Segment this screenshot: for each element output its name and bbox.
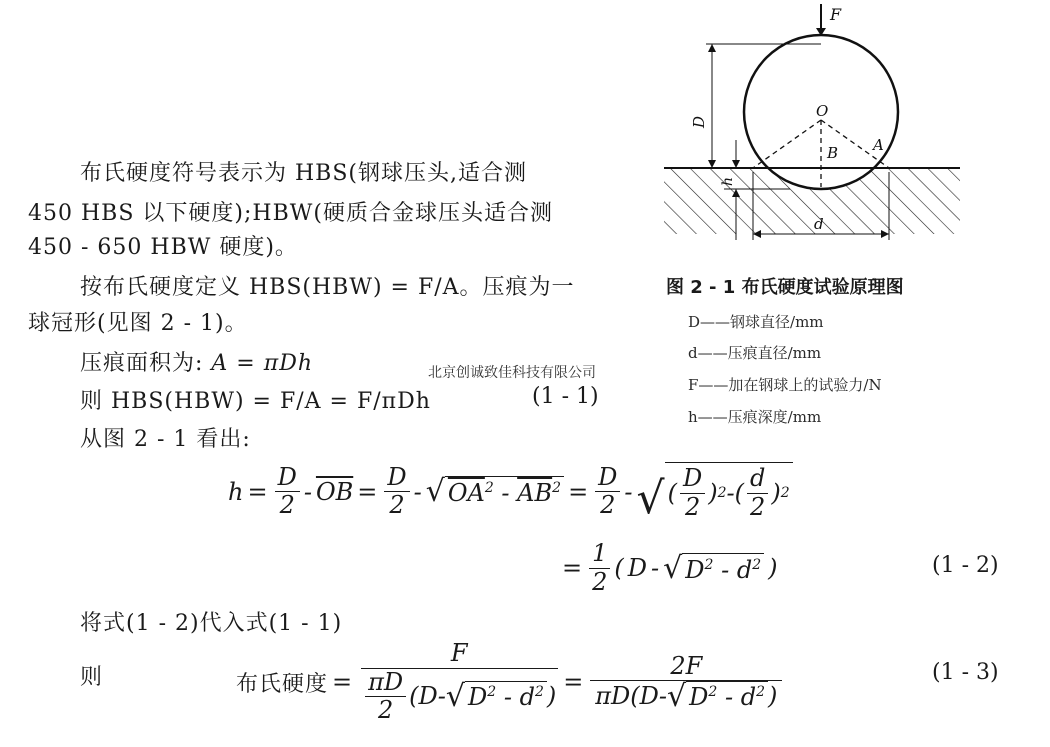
frac-den: 2 <box>592 567 608 596</box>
minus: - <box>651 554 660 583</box>
eq-number-1-1: (1 - 1) <box>532 384 599 409</box>
legend-item-f: F——加在钢球上的试验力/N <box>688 376 882 394</box>
legend-item-d: D——钢球直径/mm <box>688 313 824 331</box>
segment-ob: $\overline{OB}$ <box>315 477 354 506</box>
d-var: D <box>689 683 709 712</box>
minus: - <box>721 555 730 584</box>
eq-number-1-2: (1 - 2) <box>932 553 999 578</box>
eq2-equals: = <box>247 477 268 506</box>
pid-paren: πD( <box>595 681 640 710</box>
figure-caption: 图 2 - 1 布氏硬度试验原理图 <box>666 277 904 298</box>
fraction-d-over-2-c <box>595 464 620 520</box>
minus: - <box>724 683 734 712</box>
radical-sign: √ <box>425 474 445 510</box>
exp: 2 <box>780 485 790 502</box>
area-formula: A = πDh <box>211 351 313 376</box>
frac-num: D <box>384 464 409 493</box>
paren: ) <box>767 681 778 710</box>
watermark: 北京创诚致佳科技有限公司 <box>428 365 596 381</box>
fraction-f-over-area <box>359 640 559 725</box>
frac-den: 2 <box>684 492 701 521</box>
label-d-indent: d <box>814 215 824 233</box>
eq2-equals-3: = <box>568 477 589 506</box>
frac-pid-2 <box>365 669 406 725</box>
frac-den: 2 <box>389 491 405 520</box>
exp: 2 <box>484 480 494 497</box>
exp: 2 <box>552 480 562 497</box>
d-small: d <box>519 683 535 712</box>
exp: 2 <box>708 684 718 701</box>
frac-num: 2F <box>590 653 782 682</box>
label-d-diameter: D <box>690 115 708 128</box>
frac-den: 2 <box>279 491 295 520</box>
eq2-minus-2: - <box>413 477 422 506</box>
exp: 2 <box>704 556 714 573</box>
para1-line3: 450 - 650 HBW 硬度)。 <box>28 235 298 260</box>
label-a: A <box>873 136 884 154</box>
arrowhead <box>708 160 716 168</box>
frac-den: 2 <box>600 491 616 520</box>
radicand <box>445 476 564 507</box>
radical-sign: √ <box>445 678 465 714</box>
paren: ) <box>708 479 718 508</box>
radical-sign: √ <box>636 473 665 525</box>
label-h: h <box>720 176 736 186</box>
radical-sign: √ <box>667 678 687 714</box>
d-var: D <box>639 681 659 710</box>
frac-d-2 <box>680 465 705 521</box>
d-small: d <box>736 555 753 584</box>
area-label: 压痕面积为: <box>80 351 204 376</box>
exp: 2 <box>756 684 765 701</box>
exp: 2 <box>534 684 544 701</box>
paren: ) <box>768 554 778 583</box>
minus: - <box>726 479 735 508</box>
frac-num: D <box>275 464 300 493</box>
paren: ( <box>614 554 624 583</box>
frac-num: F <box>361 640 558 669</box>
radicand <box>665 462 793 521</box>
eq2b-equals: = <box>562 554 583 583</box>
para2-line1: 按布氏硬度定义 HBS(HBW) = F/A。压痕为一 <box>80 275 575 300</box>
radicand <box>682 553 764 584</box>
equation-1-3 <box>236 640 786 725</box>
paren: ) <box>546 681 557 710</box>
label-o: O <box>816 102 829 120</box>
frac-den: 2 <box>377 696 394 725</box>
d-var: D <box>468 683 488 712</box>
equals: = <box>332 668 353 697</box>
substitute-line: 将式(1 - 2)代入式(1 - 1) <box>80 611 343 636</box>
d-small: d <box>740 683 757 712</box>
paren: ( <box>409 681 419 710</box>
label-b: B <box>827 144 839 162</box>
label-f: F <box>830 5 842 24</box>
sqrt-diameters <box>636 462 793 525</box>
frac-dd-2 <box>747 465 768 521</box>
fraction-2f-over-area <box>590 653 782 712</box>
fraction-d-over-2-b <box>384 464 409 520</box>
area-line <box>80 346 313 377</box>
eq-number-1-3: (1 - 3) <box>932 660 999 685</box>
eq2-h: h <box>228 477 244 506</box>
paren: ) <box>771 479 781 508</box>
d-var: D <box>685 555 705 584</box>
eq2-minus: - <box>303 477 312 506</box>
radical-sign: √ <box>663 550 683 586</box>
para1-line2: 450 HBS 以下硬度);HBW(硬质合金球压头适合测 <box>28 201 553 226</box>
brinell-label: 布氏硬度 <box>236 671 329 697</box>
paren: ( <box>667 479 677 508</box>
legend-item-small-d: d——压痕直径/mm <box>688 344 822 362</box>
d-var: D <box>627 554 648 583</box>
frac-den <box>592 678 780 714</box>
fraction-1-over-2 <box>589 540 610 596</box>
brinell-test-diagram <box>660 0 965 245</box>
radicand <box>686 681 768 712</box>
frac-num: d <box>747 465 768 494</box>
sqrt-oa-ab <box>425 474 564 510</box>
sqrt <box>667 678 768 714</box>
frac-num: D <box>595 464 620 493</box>
arrowhead <box>732 160 740 168</box>
equation-1-2-line1 <box>228 462 797 525</box>
frac-den: 2 <box>750 492 766 521</box>
frac-num: D <box>680 465 705 494</box>
para2-line2: 球冠形(见图 2 - 1)。 <box>28 311 248 336</box>
legend-item-h: h——压痕深度/mm <box>688 408 822 426</box>
minus: - <box>658 681 667 710</box>
from-figure-line: 从图 2 - 1 看出: <box>80 427 251 452</box>
segment-ab: $\overline{AB}$ <box>517 479 553 508</box>
arrowhead <box>708 44 716 52</box>
minus: - <box>437 681 446 710</box>
exp: 2 <box>487 684 497 701</box>
exp: 2 <box>717 485 727 502</box>
minus: - <box>503 683 512 712</box>
equation-1-2-line2 <box>562 540 781 596</box>
hbs-formula: 则 HBS(HBW) = F/A = F/πDh <box>80 389 431 414</box>
then-label: 则 <box>80 665 104 690</box>
sqrt-d2-d2 <box>663 550 764 586</box>
equals: = <box>563 668 584 697</box>
exp: 2 <box>752 556 762 573</box>
radicand <box>465 681 547 712</box>
fraction-d-over-2 <box>275 464 300 520</box>
frac-num: πD <box>365 669 406 698</box>
d-var: D <box>418 681 438 710</box>
frac-den <box>359 669 559 725</box>
paren: ( <box>734 479 744 508</box>
sqrt <box>445 678 547 714</box>
frac-num: 1 <box>589 540 610 569</box>
eq2-equals-2: = <box>357 477 378 506</box>
segment-oa: OA <box>447 479 485 508</box>
minus: - <box>501 479 510 508</box>
para1-line1: 布氏硬度符号表示为 HBS(钢球压头,适合测 <box>80 161 527 186</box>
eq2-minus-3: - <box>624 477 633 506</box>
